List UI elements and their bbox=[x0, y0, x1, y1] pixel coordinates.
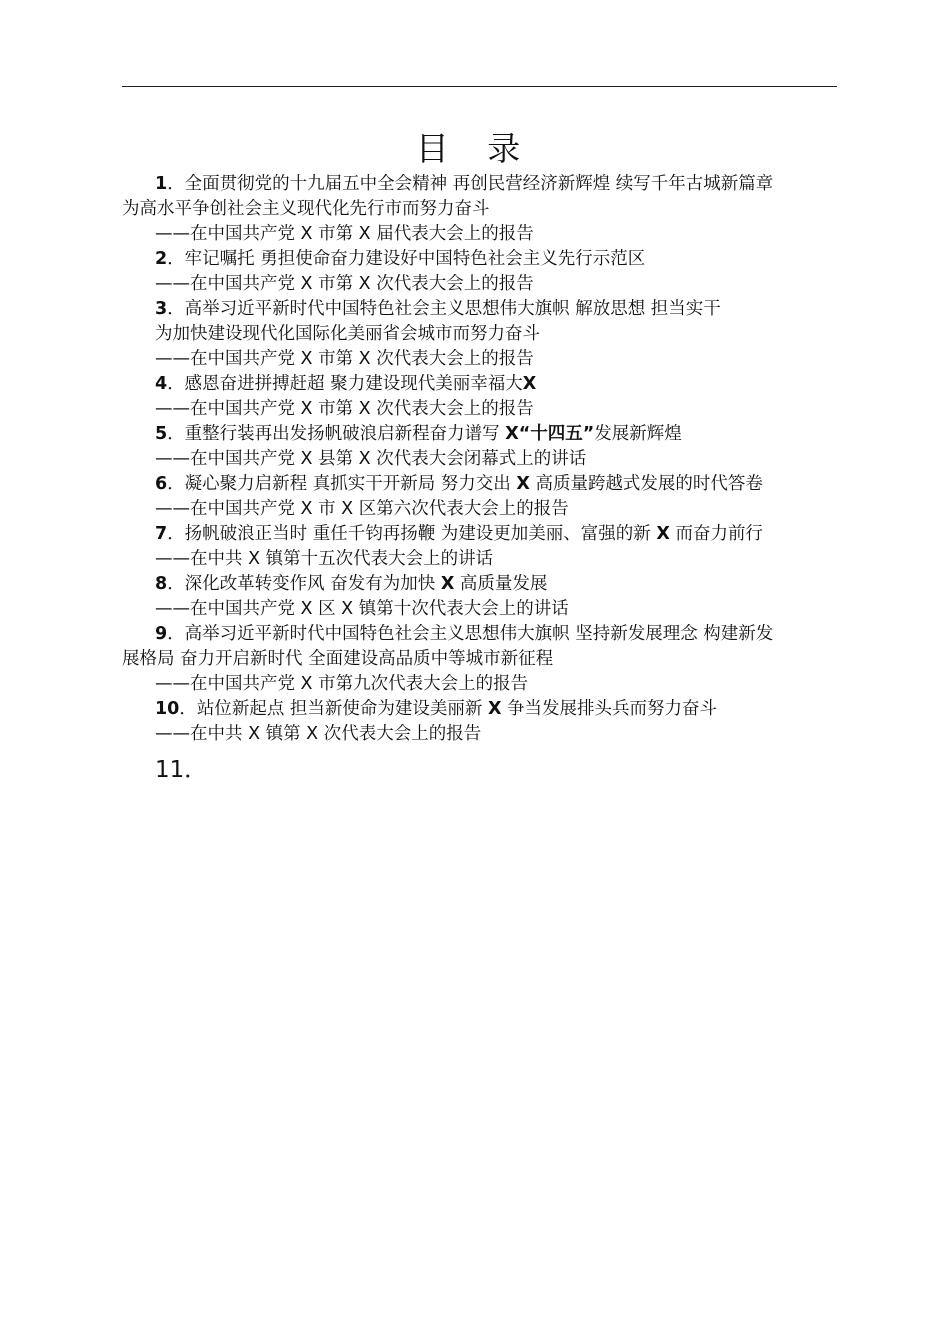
entry-number: 1 bbox=[155, 174, 168, 194]
entry-title-end: 发展新辉煌 bbox=[594, 424, 682, 444]
entry-number: 5 bbox=[155, 424, 168, 444]
entry-number: 2 bbox=[155, 249, 168, 269]
entry-number: 3 bbox=[155, 299, 168, 319]
entry-number: 9 bbox=[155, 624, 168, 644]
entry-title-end: 高质量跨越式发展的时代答卷 bbox=[529, 474, 763, 494]
entry-title: ．扬帆破浪正当时 重任千钧再扬鞭 为建设更加美丽、富强的新 bbox=[167, 524, 657, 544]
entry-title: ．感恩奋进拼搏赶超 聚力建设现代美丽幸福大 bbox=[167, 374, 523, 394]
toc-entry-4[interactable] bbox=[122, 372, 842, 397]
toc-entry-6[interactable] bbox=[122, 472, 842, 497]
entry-title: ．高举习近平新时代中国特色社会主义思想伟大旗帜 坚持新发展理念 构建新发 bbox=[167, 624, 774, 644]
entry-subtitle: ——在中国共产党 X 市第 X 届代表大会上的报告 bbox=[155, 224, 534, 244]
entry-title-end: 高质量发展 bbox=[454, 574, 548, 594]
entry-title-bold: X bbox=[522, 374, 537, 394]
entry-title: ．站位新起点 担当新使命为建设美丽新 bbox=[179, 699, 488, 719]
toc-entry-2[interactable] bbox=[122, 247, 842, 272]
entry-title: ．深化改革转变作风 奋发有为加快 bbox=[167, 574, 441, 594]
entry-subtitle: ——在中共 X 镇第十五次代表大会上的讲话 bbox=[155, 549, 494, 569]
toc-entry-11[interactable]: 11． bbox=[155, 757, 208, 783]
entry-title: ．高举习近平新时代中国特色社会主义思想伟大旗帜 解放思想 担当实干 bbox=[167, 299, 721, 319]
entry-subtitle: ——在中国共产党 X 市 X 区第六次代表大会上的报告 bbox=[155, 499, 569, 519]
entry-title-cont: 为加快建设现代化国际化美丽省会城市而努力奋斗 bbox=[155, 324, 540, 344]
entry-title-end: 而奋力前行 bbox=[669, 524, 763, 544]
entry-title-bold: X bbox=[487, 699, 502, 719]
entry-number: 4 bbox=[155, 374, 168, 394]
entry-subtitle: ——在中国共产党 X 市第 X 次代表大会上的报告 bbox=[155, 399, 534, 419]
entry-title-cont: 展格局 奋力开启新时代 全面建设高品质中等城市新征程 bbox=[122, 649, 554, 669]
table-of-contents bbox=[122, 172, 842, 785]
toc-entry-10[interactable] bbox=[122, 697, 842, 722]
entry-title-end: 争当发展排头兵而努力奋斗 bbox=[501, 699, 718, 719]
entry-subtitle: ——在中国共产党 X 区 X 镇第十次代表大会上的讲话 bbox=[155, 599, 569, 619]
entry-title: ．牢记嘱托 勇担使命奋力建设好中国特色社会主义先行示范区 bbox=[167, 249, 646, 269]
toc-entry-5[interactable] bbox=[122, 422, 842, 447]
entry-subtitle: ——在中国共产党 X 市第九次代表大会上的报告 bbox=[155, 674, 529, 694]
toc-entry-7[interactable] bbox=[122, 522, 842, 547]
toc-entry-1[interactable] bbox=[122, 172, 842, 197]
entry-subtitle: ——在中共 X 镇第 X 次代表大会上的报告 bbox=[155, 724, 482, 744]
entry-title: ．全面贯彻党的十九届五中全会精神 再创民营经济新辉煌 续写千年古城新篇章 bbox=[167, 174, 774, 194]
toc-entry-9[interactable] bbox=[122, 622, 842, 647]
entry-number: 10 bbox=[155, 699, 180, 719]
entry-title-bold: X bbox=[516, 474, 530, 494]
entry-title-cont: 为高水平争创社会主义现代化先行市而努力奋斗 bbox=[122, 199, 490, 219]
page-title: 目 录 bbox=[415, 129, 535, 168]
entry-title-bold: X“十四五” bbox=[505, 424, 595, 444]
entry-number: 8 bbox=[155, 574, 168, 594]
entry-subtitle: ——在中国共产党 X 市第 X 次代表大会上的报告 bbox=[155, 274, 534, 294]
header-rule bbox=[122, 86, 837, 87]
entry-subtitle: ——在中国共产党 X 县第 X 次代表大会闭幕式上的讲话 bbox=[155, 449, 587, 469]
entry-number: 7 bbox=[155, 524, 168, 544]
toc-entry-8[interactable] bbox=[122, 572, 842, 597]
entry-subtitle: ——在中国共产党 X 市第 X 次代表大会上的报告 bbox=[155, 349, 534, 369]
entry-title: ．凝心聚力启新程 真抓实干开新局 努力交出 bbox=[167, 474, 517, 494]
toc-entry-3[interactable] bbox=[122, 297, 842, 322]
entry-title-bold: X bbox=[656, 524, 670, 544]
entry-title: ．重整行装再出发扬帆破浪启新程奋力谱写 bbox=[167, 424, 506, 444]
entry-number: 6 bbox=[155, 474, 168, 494]
entry-title-bold: X bbox=[440, 574, 455, 594]
